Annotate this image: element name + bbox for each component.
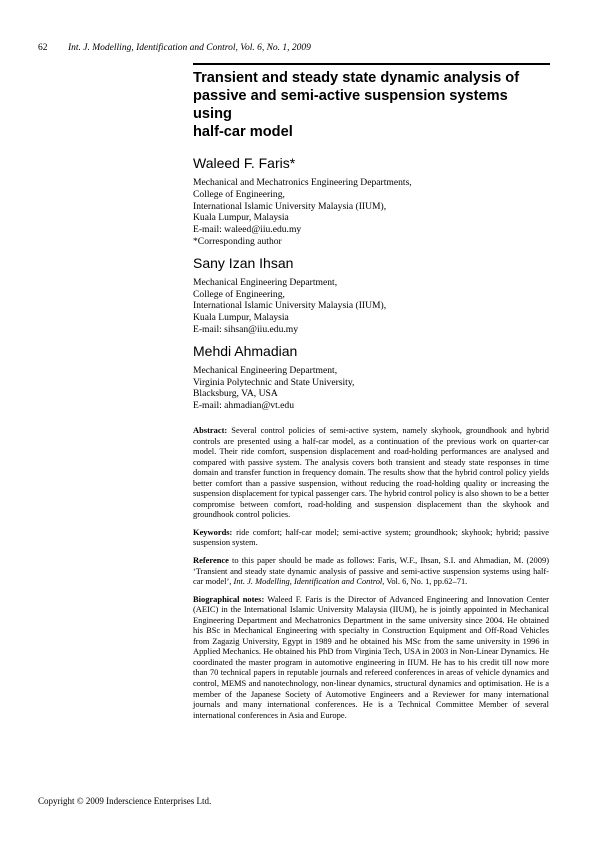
author-name: Sany Izan Ihsan	[193, 254, 294, 271]
reference-note	[193, 555, 549, 587]
content-column	[193, 69, 549, 720]
author-affiliation	[193, 277, 549, 336]
bio-text: Waleed F. Faris is the Director of Advanced Engineering and Innovation Center (AEIC) in the International Islamic University Malaysia (IIUM), he is jointly appointed in Mechanical Engineering Department and Mechatronics Department in the same university since 2004. He obtained his BSc in Mechanical Engineering with specialty in Construction Equipment and Off-Road Vehicles from Zagazig University, Egypt in 1989 and he obtained his MSc from the same university in 1996 in Applied Mechanics. He obtained his PhD from Virginia Tech, USA in 2003 in Non-Linear Dynamics. He coordinated the master program in automotive engineering in IIUM. He has to his credit till now more than 70 technical papers in reputable journals and refereed conferences in areas of vehicle dynamics and control, MEMS and nanotechnology, non-linear dynamics, structural dynamics and optimisation. He is a member of the Japanese Society of Automotive Engineers and a Reviewer for many international journals and many international conferences. He is a Technical Committee Member of several international conferences in Asia and Europe.	[193, 593, 549, 720]
abstract-text: Several control policies of semi-active system, namely skyhook, groundhook and hybrid controls are presented using a half-car model, as a continuation of the previous work on quarter-car model. Their ride comfort, suspension displacement and road-holding performances are analysed and compared with passive system. The analysis covers both transient and steady state responses in time domain and transfer function in frequency domain. The results show that the hybrid control policy yields better comfort than a passive suspension, without reducing the road-holding quality or increasing the suspension displacement for typical passenger cars. The hybrid control policy is also shown to be a better compromise between comfort, road-holding and suspension displacement than the skyhook and groundhook control policies.	[193, 424, 549, 520]
title-line: Transient and steady state dynamic analysis of	[193, 70, 520, 86]
author-affiliation	[193, 365, 549, 412]
affiliation-line: Kuala Lumpur, Malaysia	[193, 212, 289, 224]
reference-volume: , Vol. 6, No. 1, pp.62–71.	[382, 576, 468, 587]
corresponding-author-note: *Corresponding author	[193, 235, 282, 247]
keywords-text: ride comfort; half-car model; semi-active system; groundhook; skyhook; hybrid; passive suspension system.	[193, 526, 549, 548]
affiliation-line: Mechanical Engineering Department,	[193, 276, 338, 288]
copyright-footer: Copyright © 2009 Inderscience Enterprises Ltd.	[38, 796, 212, 806]
author-name: Mehdi Ahmadian	[193, 342, 298, 359]
affiliation-line: International Islamic University Malaysia (IIUM),	[193, 200, 387, 212]
affiliation-line: College of Engineering,	[193, 288, 285, 300]
journal-citation: Int. J. Modelling, Identification and Control, Vol. 6, No. 1, 2009	[68, 43, 311, 53]
abstract-label: Abstract:	[193, 424, 228, 435]
reference-label: Reference	[193, 554, 229, 565]
affiliation-line: Virginia Polytechnic and State University,	[193, 376, 355, 388]
reference-text: to this paper should be made as follows: Faris, W.F., Ihsan, S.I. and Ahmadian, M. (2009) ‘Transient and steady state dynamic analysis of passive and semi-active suspension systems using half-car model’,	[193, 554, 550, 587]
bio-label: Biographical notes:	[193, 593, 265, 604]
abstract	[193, 425, 549, 520]
affiliation-line: Mechanical Engineering Department,	[193, 364, 338, 376]
title-line: half-car model	[193, 124, 293, 140]
author-block	[193, 155, 549, 248]
affiliation-line: Kuala Lumpur, Malaysia	[193, 312, 289, 324]
affiliation-line: College of Engineering,	[193, 188, 285, 200]
affiliation-line: Blacksburg, VA, USA	[193, 388, 278, 400]
title-line: passive and semi-active suspension systems using	[193, 88, 508, 122]
affiliation-line: Mechanical and Mechatronics Engineering Departments,	[193, 177, 412, 188]
reference-journal: Int. J. Modelling, Identification and Control	[233, 576, 383, 587]
author-block	[193, 343, 549, 412]
title-rule	[193, 63, 550, 65]
keywords	[193, 527, 549, 548]
author-email: E-mail: waleed@iiu.edu.my	[193, 224, 302, 236]
author-email: E-mail: ahmadian@vt.edu	[193, 400, 295, 412]
paper-title	[193, 69, 549, 141]
author-affiliation	[193, 177, 549, 248]
biographical-notes	[193, 594, 549, 721]
author-block	[193, 255, 549, 336]
keywords-label: Keywords:	[193, 526, 233, 537]
author-name: Waleed F. Faris*	[193, 155, 296, 171]
page-number: 62	[38, 43, 48, 53]
author-email: E-mail: sihsan@iiu.edu.my	[193, 323, 299, 335]
affiliation-line: International Islamic University Malaysia (IIUM),	[193, 300, 387, 312]
